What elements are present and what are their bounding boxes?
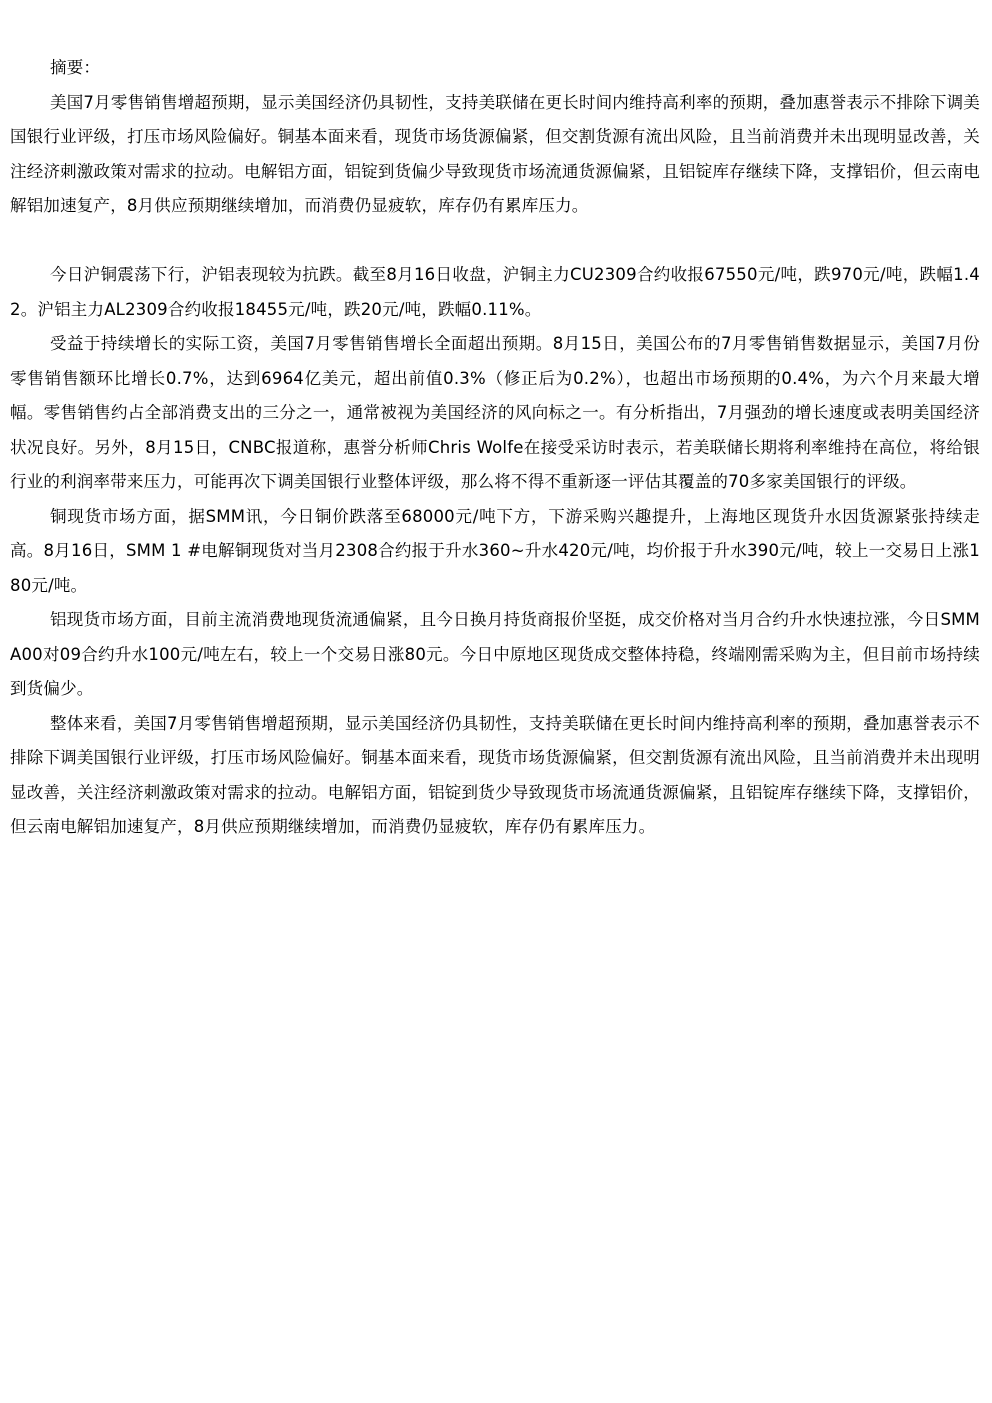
copper-spot-paragraph: 铜现货市场方面，据SMM讯，今日铜价跌落至68000元/吨下方，下游采购兴趣提升，上海地区现货升水因货源紧张持续走高。8月16日，SMM 1 #电解铜现货对当月2308合约报于升水360~升水420元/吨，均价报于升水390元/吨，较上一交易日上涨180元/吨。: [10, 506, 980, 595]
paragraph-spacer: [10, 224, 980, 259]
summary-heading: 摘要：: [50, 58, 101, 77]
conclusion-paragraph: 整体来看，美国7月零售销售增超预期，显示美国经济仍具韧性，支持美联储在更长时间内维持高利率的预期，叠加惠誉表示不排除下调美国银行业评级，打压市场风险偏好。铜基本面来看，现货市场货源偏紧，但交割货源有流出风险，且当前消费并未出现明显改善，关注经济刺激政策对需求的拉动。电解铝方面，铝锭到货少导致现货市场流通货源偏紧，且铝锭库存继续下降，支撑铝价，但云南电解铝加速复产，8月供应预期继续增加，而消费仍显疲软，库存仍有累库压力。: [10, 713, 980, 836]
aluminum-spot-paragraph: 铝现货市场方面，目前主流消费地现货流通偏紧，且今日换月持货商报价坚挺，成交价格对当月合约升水快速拉涨，今日SMM A00对09合约升水100元/吨左右，较上一个交易日涨80元。今日中原地区现货成交整体持稳，终端刚需采购为主，但目前市场持续到货偏少。: [10, 610, 980, 698]
summary-paragraph: 美国7月零售销售增超预期，显示美国经济仍具韧性，支持美联储在更长时间内维持高利率的预期，叠加惠誉表示不排除下调美国银行业评级，打压市场风险偏好。铜基本面来看，现货市场货源偏紧，但交割货源有流出风险，且当前消费并未出现明显改善，关注经济刺激政策对需求的拉动。电解铝方面，铝锭到货偏少导致现货市场流通货源偏紧，且铝锭库存继续下降，支撑铝价，但云南电解铝加速复产，8月供应预期继续增加，而消费仍显疲软，库存仍有累库压力。: [10, 92, 980, 215]
market-close-paragraph: 今日沪铜震荡下行，沪铝表现较为抗跌。截至8月16日收盘，沪铜主力CU2309合约收报67550元/吨，跌970元/吨，跌幅1.42。沪铝主力AL2309合约收报18455元/吨，跌20元/吨，跌幅0.11%。: [10, 265, 980, 319]
macro-paragraph: 受益于持续增长的实际工资，美国7月零售销售增长全面超出预期。8月15日，美国公布的7月零售销售数据显示，美国7月份零售销售额环比增长0.7%，达到6964亿美元，超出前值0.3%（修正后为0.2%），也超出市场预期的0.4%，为六个月来最大增幅。零售销售约占全部消费支出的三分之一，通常被视为美国经济的风向标之一。有分析指出，7月强劲的增长速度或表明美国经济状况良好。另外，8月15日，CNBC报道称，惠誉分析师Chris Wolfe在接受采访时表示，若美联储长期将利率维持在高位，将给银行业的利润率带来压力，可能再次下调美国银行业整体评级，那么将不得不重新逐一评估其覆盖的70多家美国银行的评级。: [10, 334, 980, 491]
document-page: [10, 51, 980, 845]
